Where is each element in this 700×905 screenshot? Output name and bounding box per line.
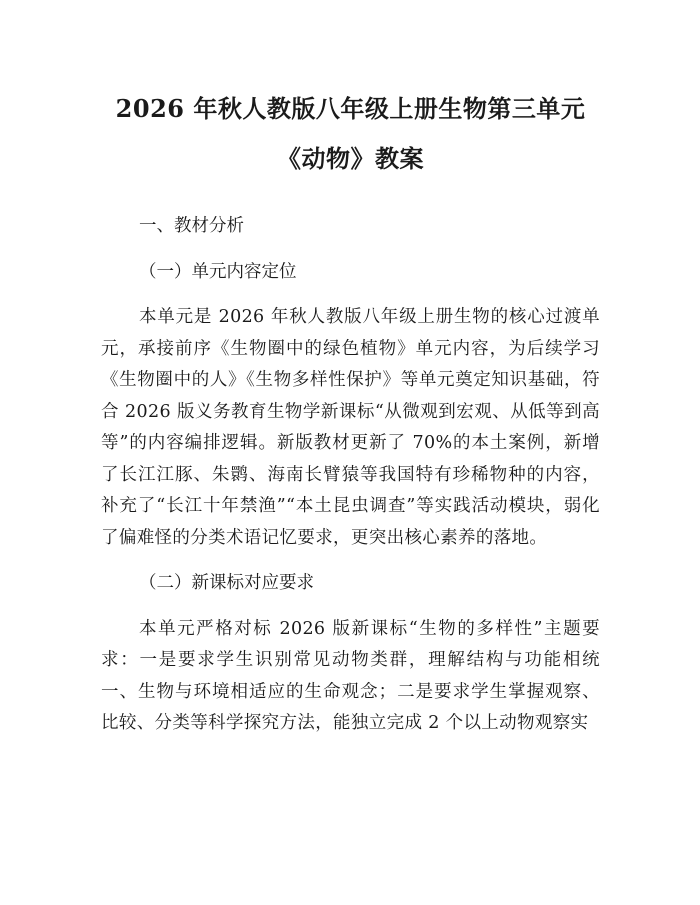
title-line-1: 2026 年秋人教版八年级上册生物第三单元 <box>115 94 586 123</box>
document-title <box>101 84 600 184</box>
paragraph-curriculum-requirements: 本单元严格对标 2026 版新课标“生物的多样性”主题要求：一是要求学生识别常见动物类群，理解结构与功能相统一、生物与环境相适应的生命观念；二是要求学生掌握观察、比较、分类等科学探究方法，能独立完成 2 个以上动物观察实 <box>101 618 600 733</box>
title-line-2: 《动物》教案 <box>277 144 424 173</box>
section-heading-textbook-analysis: 一、教材分析 <box>139 216 244 236</box>
paragraph-unit-positioning: 本单元是 2026 年秋人教版八年级上册生物的核心过渡单元，承接前序《生物圈中的绿色植物》单元内容，为后续学习《生物圈中的人》《生物多样性保护》等单元奠定知识基础，符合 2026 版义务教育生物学新课标“从微观到宏观、从低等到高等”的内容编排逻辑。新版教材更新了 70%的本土案例，新增了长江江豚、朱鹮、海南长臂猿等我国特有珍稀物种的内容，补充了“长江十年禁渔”“本土昆虫调查”等实践活动模块，弱化了偏难怪的分类术语记忆要求，更突出核心素养的落地。 <box>101 307 600 548</box>
subsection-heading-curriculum-requirements: （二）新课标对应要求 <box>139 573 314 593</box>
subsection-heading-unit-positioning: （一）单元内容定位 <box>139 261 297 282</box>
